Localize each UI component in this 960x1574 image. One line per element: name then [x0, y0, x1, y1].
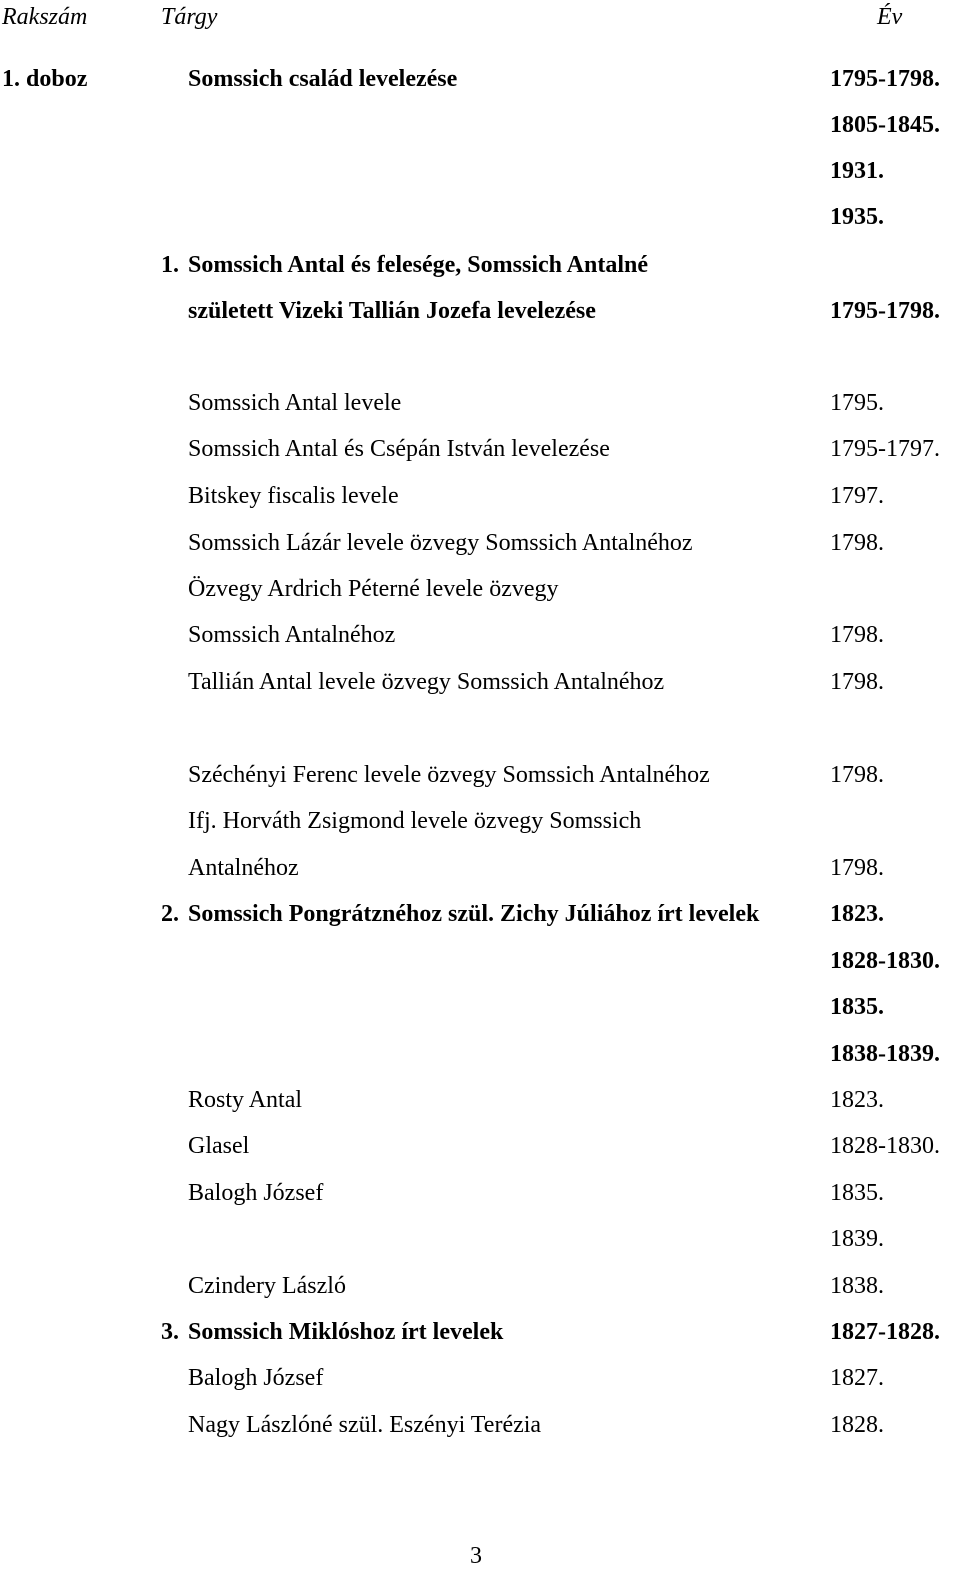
subject-text: Somssich Antal levele — [188, 390, 402, 416]
year-text: 1798. — [830, 762, 884, 788]
year-text: 1795-1797. — [830, 436, 940, 462]
subject-text: Somssich Lázár levele özvegy Somssich Antalnéhoz — [188, 530, 693, 556]
year-text: 1838-1839. — [830, 1041, 940, 1067]
subject-text: Somssich Antal és felesége, Somssich Antalné — [188, 252, 649, 278]
subject-text: Antalnéhoz — [188, 855, 299, 881]
subject-text: Balogh József — [188, 1365, 324, 1391]
year-text: 1935. — [830, 204, 884, 230]
section-number: 2. — [161, 901, 179, 927]
subject-text: Somssich család levelezése — [188, 66, 458, 92]
year-text: 1798. — [830, 669, 884, 695]
subject-text: született Vizeki Tallián Jozefa levelezése — [188, 298, 596, 324]
subject-text: Czindery László — [188, 1273, 346, 1299]
subject-text: Nagy Lászlóné szül. Eszényi Terézia — [188, 1412, 542, 1438]
year-text: 1835. — [830, 1180, 884, 1206]
subject-text: Özvegy Ardrich Péterné levele özvegy — [188, 576, 559, 602]
year-text: 1795. — [830, 390, 884, 416]
subject-text: Széchényi Ferenc levele özvegy Somssich Antalnéhoz — [188, 762, 710, 788]
subject-text: Ifj. Horváth Zsigmond levele özvegy Somssich — [188, 808, 642, 834]
subject-text: Glasel — [188, 1133, 250, 1159]
subject-text: Somssich Miklóshoz írt levelek — [188, 1319, 504, 1345]
year-text: 1838. — [830, 1273, 884, 1299]
year-text: 1795-1798. — [830, 298, 940, 324]
subject-text: Somssich Antal és Csépán István levelezése — [188, 436, 610, 462]
year-text: 1835. — [830, 994, 884, 1020]
year-text: 1823. — [830, 1087, 884, 1113]
subject-text: Rosty Antal — [188, 1087, 303, 1113]
year-text: 1839. — [830, 1226, 884, 1252]
year-text: 1823. — [830, 901, 884, 927]
rack-number: 1. doboz — [2, 66, 88, 92]
section-number: 1. — [161, 252, 179, 278]
section-number: 3. — [161, 1319, 179, 1345]
year-text: 1798. — [830, 622, 884, 648]
subject-text: Somssich Antalnéhoz — [188, 622, 396, 648]
year-text: 1827. — [830, 1365, 884, 1391]
page-number: 3 — [470, 1543, 482, 1569]
column-header-rack: Rakszám — [2, 4, 88, 30]
column-header-subject: Tárgy — [161, 4, 218, 30]
year-text: 1828-1830. — [830, 1133, 940, 1159]
subject-text: Somssich Pongrátznéhoz szül. Zichy Júliához írt levelek — [188, 901, 760, 927]
year-text: 1828-1830. — [830, 948, 940, 974]
year-text: 1795-1798. — [830, 66, 940, 92]
year-text: 1797. — [830, 483, 884, 509]
subject-text: Bitskey fiscalis levele — [188, 483, 399, 509]
column-header-year: Év — [877, 4, 903, 30]
year-text: 1931. — [830, 158, 884, 184]
subject-text: Tallián Antal levele özvegy Somssich Antalnéhoz — [188, 669, 665, 695]
year-text: 1798. — [830, 855, 884, 881]
year-text: 1827-1828. — [830, 1319, 940, 1345]
subject-text: Balogh József — [188, 1180, 324, 1206]
year-text: 1805-1845. — [830, 112, 940, 138]
year-text: 1828. — [830, 1412, 884, 1438]
year-text: 1798. — [830, 530, 884, 556]
